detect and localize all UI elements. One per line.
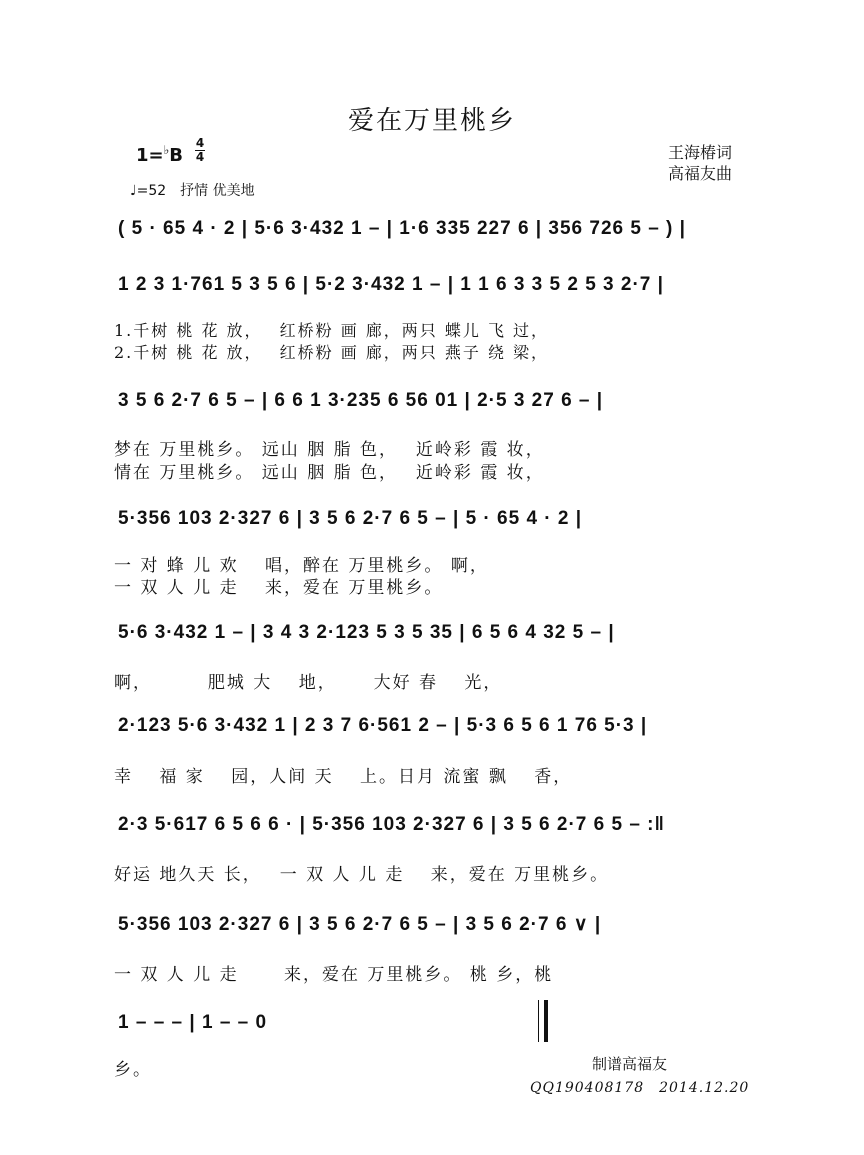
lyric-line-3a: 梦在 万里桃乡。 远山 胭 脂 色， 近岭彩 霞 妆， [114,440,545,460]
notation-line-5: 5·6 3·432 1 – | 3 4 3 2·123 5 3 5 35 | 6 5 6 4 32 5 – | [118,622,615,643]
tempo-marking: ♩=52 抒情 优美地 [130,183,255,199]
lyric-line-4b: 一 双 人 儿 走 来，爱在 万里桃乡。 [114,578,444,598]
notation-line-2: 1 2 3 1·761 5 3 5 6 | 5·2 3·432 1 – | 1 1 6 3 3 5 2 5 3 2·7 | [118,274,664,295]
time-signature [195,138,205,163]
lyric-line-2b: 2.千树 桃 花 放， 红桥粉 画 廊，两只 燕子 绕 梁， [114,343,550,362]
notation-line-4: 5·356 103 2·327 6 | 3 5 6 2·7 6 5 – | 5 · 65 4 · 2 | [118,508,583,529]
time-signature-bottom: 4 [195,150,205,164]
lyric-line-3b: 情在 万里桃乡。 远山 胭 脂 色， 近岭彩 霞 妆， [114,463,545,483]
key-prefix: 1= [136,145,164,166]
lyric-line-4a: 一 对 蜂 儿 欢 唱，醉在 万里桃乡。 啊， [114,556,489,576]
lyric-line-8: 一 双 人 儿 走 来，爱在 万里桃乡。 桃 乡，桃 [114,965,554,985]
flat-sign: ♭ [163,143,170,157]
key-signature [136,143,183,166]
contact-date: QQ190408178 2014.12.20 [530,1080,750,1096]
notation-line-3: 3 5 6 2·7 6 5 – | 6 6 1 3·235 6 56 01 | 2·5 3 27 6 – | [118,390,604,411]
composer-credit: 高福友曲 [668,164,733,183]
lyric-line-6: 幸 福 家 园，人间 天 上。日月 流蜜 飘 香， [114,767,573,787]
notation-line-7: 2·3 5·617 6 5 6 6 · | 5·356 103 2·327 6 | 3 5 6 2·7 6 5 – :‖ [118,814,665,835]
lyric-line-2a: 1.千树 桃 花 放， 红桥粉 画 廊，两只 蝶儿 飞 过， [114,321,550,340]
final-barline-thin [538,1000,539,1042]
lyricist-credit: 王海椿词 [668,143,733,162]
lyric-line-5: 啊， 肥城 大 地， 大好 春 光， [114,673,503,693]
lyric-line-9: 乡。 [114,1060,152,1080]
notation-line-6: 2·123 5·6 3·432 1 | 2 3 7 6·561 2 – | 5·3 6 5 6 1 76 5·3 | [118,715,648,736]
lyric-line-7: 好运 地久天 长， 一 双 人 儿 走 来，爱在 万里桃乡。 [114,865,610,885]
time-signature-top: 4 [195,136,205,150]
score-title: 爱在万里桃乡 [347,106,516,136]
arranger-credit: 制谱高福友 [592,1055,668,1073]
final-barline-thick [544,1000,548,1042]
notation-line-1: ( 5 · 65 4 · 2 | 5·6 3·432 1 – | 1·6 335 227 6 | 356 726 5 – ) | [118,218,686,239]
key-note: B [169,145,184,166]
notation-line-9: 1 – – – | 1 – – 0 [118,1012,268,1033]
notation-line-8: 5·356 103 2·327 6 | 3 5 6 2·7 6 5 – | 3 5 6 2·7 6 ∨ | [118,914,602,935]
